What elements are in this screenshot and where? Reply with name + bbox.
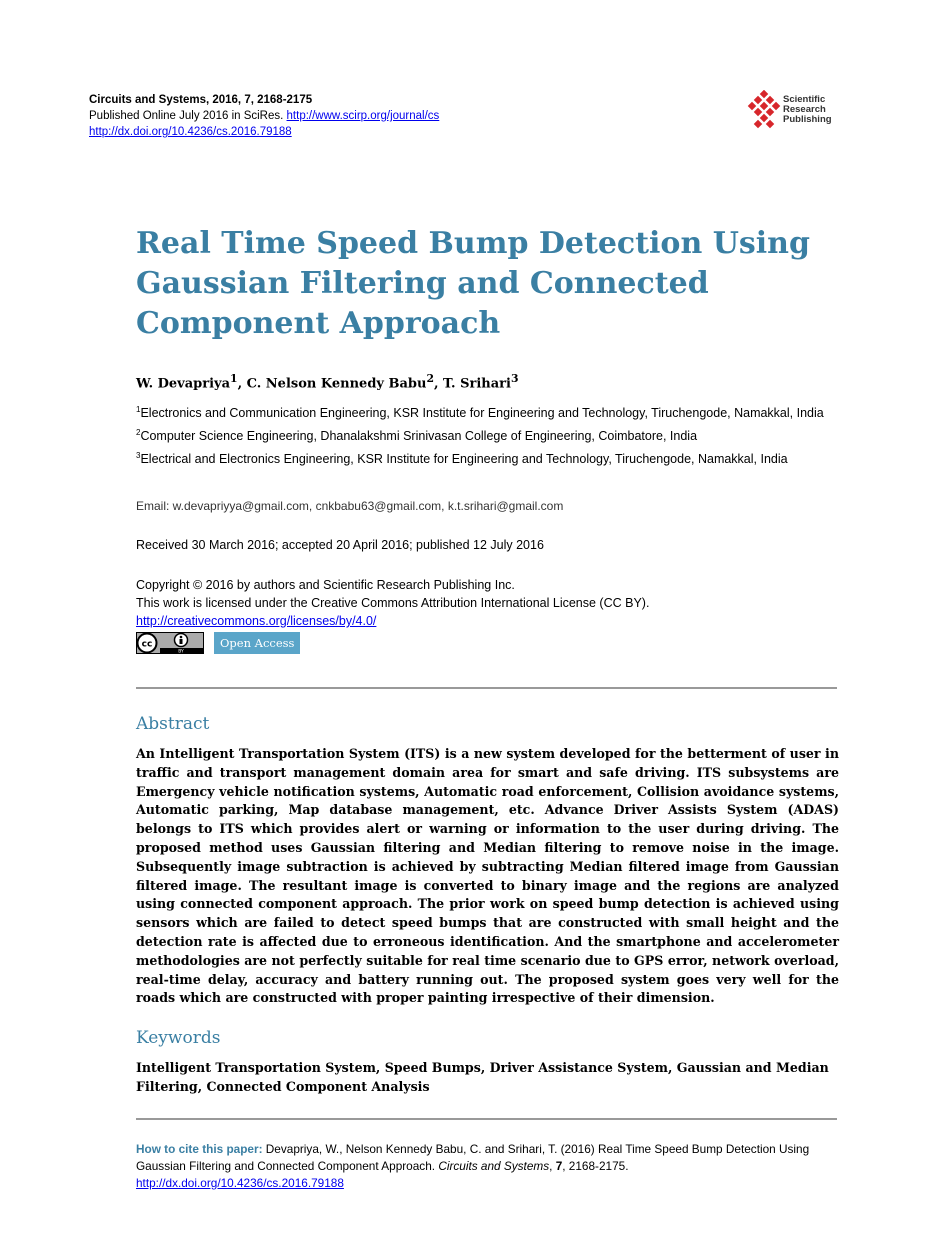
- scirp-diamond-icon: [745, 90, 783, 130]
- author-2-sup: 2: [426, 372, 434, 385]
- author-emails: Email: w.devapriyya@gmail.com, cnkbabu63@gmail.com, k.t.srihari@gmail.com: [136, 499, 564, 513]
- citation-label: How to cite this paper:: [136, 1142, 263, 1156]
- citation-comma: ,: [549, 1159, 556, 1173]
- affiliations: [136, 400, 846, 469]
- published-line: [89, 108, 589, 124]
- author-1: W. Devapriya: [136, 376, 231, 392]
- copyright-block: [136, 576, 836, 630]
- license-line: This work is licensed under the Creative Commons Attribution International License (CC BY).: [136, 596, 650, 610]
- doi-link[interactable]: http://dx.doi.org/10.4236/cs.2016.79188: [89, 126, 292, 138]
- affiliation-1-text: Electronics and Communication Engineering, KSR Institute for Engineering and Technology, Tiruchengode, Namakkal, India: [140, 406, 824, 421]
- citation-doi-link[interactable]: http://dx.doi.org/10.4236/cs.2016.79188: [136, 1176, 344, 1190]
- author-3: T. Srihari: [443, 376, 511, 392]
- logo-line-3: Publishing: [783, 114, 832, 125]
- keywords-heading: Keywords: [136, 1028, 221, 1048]
- affiliation-2-text: Computer Science Engineering, Dhanalakshmi Srinivasan College of Engineering, Coimbatore, India: [140, 429, 698, 444]
- open-access-badge[interactable]: Open Access: [214, 632, 300, 654]
- copyright-line: Copyright © 2016 by authors and Scientific Research Publishing Inc.: [136, 578, 515, 592]
- author-3-sup: 3: [510, 372, 519, 385]
- affiliation-1: [136, 400, 846, 423]
- journal-citation-line: Circuits and Systems, 2016, 7, 2168-2175: [89, 94, 313, 106]
- citation-volume: 7: [555, 1159, 563, 1173]
- author-1-sup: 1: [230, 372, 238, 385]
- author-separator: ,: [433, 376, 444, 392]
- affiliation-2-sup: 2: [136, 428, 141, 438]
- top-divider: [136, 687, 837, 689]
- journal-url-link[interactable]: http://www.scirp.org/journal/cs: [286, 110, 440, 122]
- cc-by-icon[interactable]: [136, 632, 204, 654]
- affiliation-3: [136, 446, 846, 469]
- keywords-text: Intelligent Transportation System, Speed Bumps, Driver Assistance System, Gaussian and Median Filtering, Connected Component Analysis: [136, 1060, 829, 1094]
- author-2: C. Nelson Kennedy Babu: [246, 376, 427, 392]
- logo-wordmark: [783, 95, 832, 125]
- journal-header: [89, 92, 589, 140]
- bottom-divider: [136, 1118, 837, 1120]
- published-prefix: Published Online July 2016 in SciRes.: [89, 110, 287, 122]
- affiliation-3-text: Electrical and Electronics Engineering, KSR Institute for Engineering and Technology, Tiruchengode, Namakkal, India: [140, 452, 788, 467]
- affiliation-2: [136, 423, 846, 446]
- affiliation-3-sup: 3: [136, 451, 141, 461]
- by-text: BY: [178, 649, 184, 654]
- author-separator: ,: [237, 376, 247, 392]
- citation-journal: Circuits and Systems: [438, 1159, 550, 1173]
- paper-title: Real Time Speed Bump Detection Using Gaussian Filtering and Connected Component Approach: [136, 226, 810, 341]
- license-link[interactable]: http://creativecommons.org/licenses/by/4.0/: [136, 614, 377, 628]
- scientific-research-publishing-logo: [745, 90, 845, 130]
- received-dates: Received 30 March 2016; accepted 20 April 2016; published 12 July 2016: [136, 538, 544, 552]
- author-list: [136, 372, 518, 391]
- citation-text: Devapriya, W., Nelson Kennedy Babu, C. and Srihari, T. (2016) Real Time Speed Bump Detection Using Gaussian Filtering and Connected Component Approach.: [136, 1142, 810, 1173]
- citation-block: [136, 1141, 841, 1192]
- logo-line-2: Research: [783, 104, 826, 115]
- abstract-heading: Abstract: [136, 714, 210, 734]
- logo-line-1: Scientific: [783, 94, 826, 105]
- cc-text: cc: [141, 639, 153, 650]
- abstract-text: An Intelligent Transportation System (ITS) is a new system developed for the betterment of user in traffic and transport management domain area for smart and safe driving. ITS subsystems are Emergency vehicle notification systems, Automatic road enforcement, Collision avoidance systems, Automatic parking, Map database management, etc. Advance Driver Assists System (ADAS) belongs to ITS which provides alert or warning or information to the user during driving. The proposed method uses Gaussian filtering and Median filtering to remove noise in the image. Subsequently image subtraction is achieved by subtracting Median filtered image from Gaussian filtered image. The resultant image is converted to binary image and the regions are analyzed using connected component approach. The prior work on speed bump detection is achieved using sensors which are failed to detect speed bumps that are constructed with small height and the detection rate is affected due to erroneous identification. And the smartphone and accelerometer methodologies are not perfectly suitable for real time scenario due to GPS error, network overload, real-time delay, accuracy and battery running out. The proposed system goes very well for the roads which are constructed with proper painting irrespective of their dimension.: [136, 746, 839, 1006]
- affiliation-1-sup: 1: [136, 405, 141, 414]
- citation-pages: , 2168-2175.: [562, 1159, 629, 1173]
